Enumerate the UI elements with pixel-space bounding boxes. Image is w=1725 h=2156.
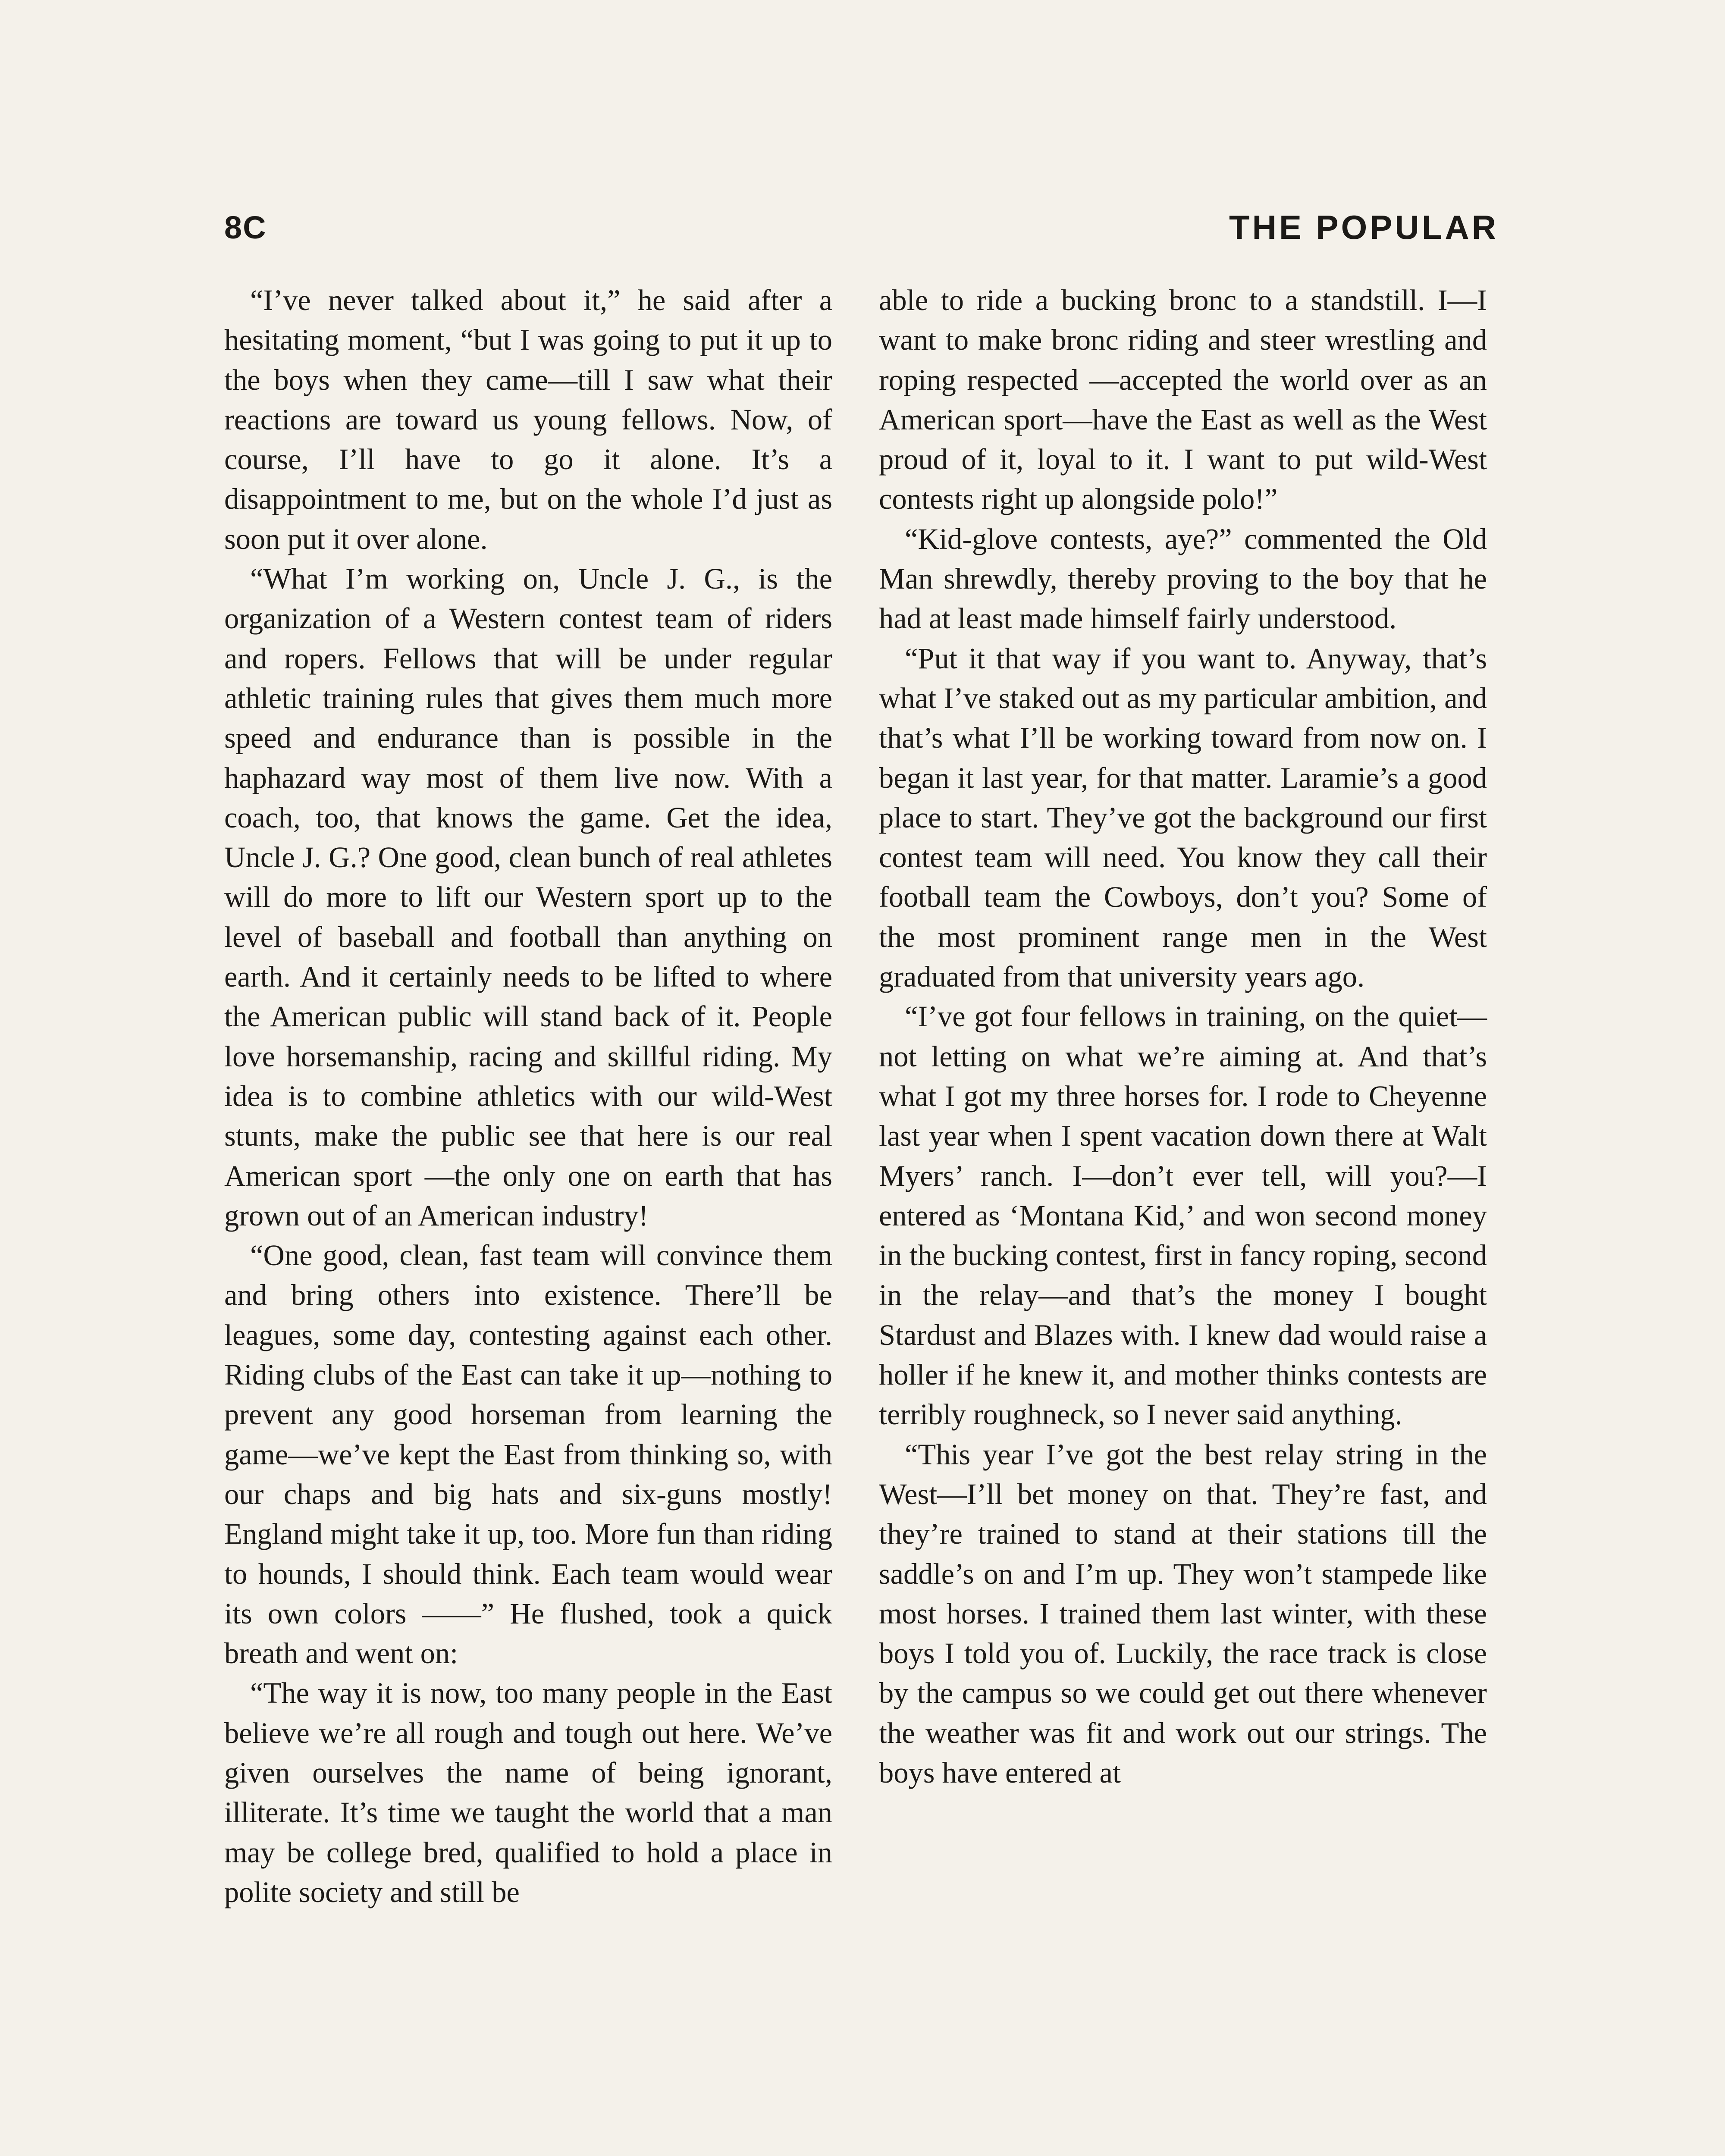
- paragraph: “I’ve never talked about it,” he said after a hesitating moment, “but I was going to put it up to the boys when they came—till I saw what their reactions are toward us young fellows. Now, of course, I’ll have to go it alone. It’s a disappointment to me, but on the whole I’d just as soon put it over alone.: [224, 284, 832, 555]
- page-number: 8C: [224, 210, 267, 245]
- paragraph: “This year I’ve got the best relay string in the West—I’ll bet money on that. They’re fast, and they’re trained to stand at their stations till the saddle’s on and I’m up. They won’t stampede like most horses. I trained them last winter, with these boys I told you of. Luckily, the race track is close by the campus so we could get out there whenever the weather was fit and work out our strings. The boys have entered at: [879, 1438, 1487, 1789]
- paragraph-continued: able to ride a bucking bronc to a standstill. I—I want to make bronc riding and steer wrestling and roping respected —accepted the world over as an American sport—have the East as well as the West proud of it, loyal to it. I want to put wild-West contests right up alongside polo!”: [879, 284, 1487, 516]
- left-column: [224, 280, 832, 2156]
- paragraph: “Put it that way if you want to. Anyway, that’s what I’ve staked out as my particular ambition, and that’s what I’ll be working toward from now on. I began it last year, for that matter. Laramie’s a good place to start. They’ve got the background our first contest team will need. You know they call their football team the Cowboys, don’t you? Some of the most prominent range men in the West graduated from that university years ago.: [879, 642, 1487, 993]
- right-column: [879, 280, 1487, 2156]
- running-head: THE POPULAR: [1229, 208, 1499, 246]
- paragraph: “The way it is now, too many people in the East believe we’re all rough and tough out here. We’ve given ourselves the name of being ignorant, illiterate. It’s time we taught the world that a man may be college bred, qualified to hold a place in polite society and still be: [224, 1677, 832, 1908]
- paragraph: “What I’m working on, Uncle J. G., is the organization of a Western contest team of riders and ropers. Fellows that will be under regular athletic training rules that gives them much more speed and endurance than is possible in the haphazard way most of them live now. With a coach, too, that knows the game. Get the idea, Uncle J. G.? One good, clean bunch of real athletes will do more to lift our Western sport up to the level of baseball and football than anything on earth. And it certainly needs to be lifted to where the American public will stand back of it. People love horsemanship, racing and skillful riding. My idea is to combine athletics with our wild-West stunts, make the public see that here is our real American sport —the only one on earth that has grown out of an American industry!: [224, 562, 832, 1232]
- paragraph: “I’ve got four fellows in training, on the quiet—not letting on what we’re aiming at. And that’s what I got my three horses for. I rode to Cheyenne last year when I spent vacation down there at Walt Myers’ ranch. I—don’t ever tell, will you?—I entered as ‘Montana Kid,’ and won second money in the bucking contest, first in fancy roping, second in the relay—and that’s the money I bought Stardust and Blazes with. I knew dad would raise a holler if he knew it, and mother thinks contests are terribly roughneck, so I never said anything.: [879, 1000, 1487, 1431]
- paragraph: “Kid-glove contests, aye?” commented the Old Man shrewdly, thereby proving to the boy that he had at least made himself fairly understood.: [879, 522, 1487, 635]
- paragraph: “One good, clean, fast team will convince them and bring others into existence. There’ll be leagues, some day, contesting against each other. Riding clubs of the East can take it up—nothing to prevent any good horseman from learning the game—we’ve kept the East from thinking so, with our chaps and big hats and six-guns mostly! England might take it up, too. More fun than riding to hounds, I should think. Each team would wear its own colors ——” He flushed, took a quick breath and went on:: [224, 1239, 832, 1670]
